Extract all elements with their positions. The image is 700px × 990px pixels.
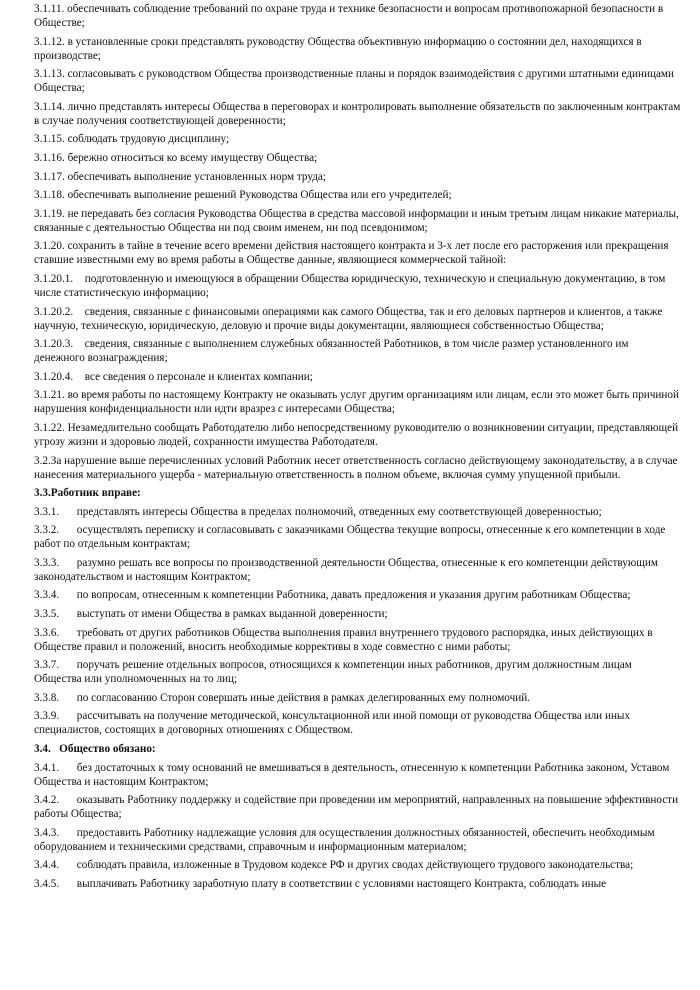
clause-3-1-20-3: 3.1.20.3. сведения, связанные с выполнением служебных обязанностей Работников, в том числе размер установленного им денежного вознаграждения; xyxy=(34,338,629,365)
clause-3-1-20-2: 3.1.20.2. сведения, связанные с финансовыми операциями как самого Общества, так и его деловых партнеров и клиентов, а также научную, техническую, юридическую, деловую и прочие виды документации, являющиеся собственностью Общества; xyxy=(34,305,663,332)
clause-3-1-12: 3.1.12. в установленные сроки представлять руководству Общества объективную информацию о состоянии дел, находящихся в производстве; xyxy=(34,35,642,62)
clause-3-4-2: 3.4.2. оказывать Работнику поддержку и содействие при проведении им мероприятий, направленных на повышение эффективности работы Общества; xyxy=(34,794,679,821)
clause-3-1-16: 3.1.16. бережно относиться ко всему имуществу Общества; xyxy=(34,151,318,164)
clause-3-4-3: 3.4.3. предоставить Работнику надлежащие условия для осуществления должностных обязанностей, обеспечить необходимым оборудованием и техническими средствами, справочным и информационным материалом; xyxy=(34,826,655,853)
clause-3-1-19: 3.1.19. не передавать без согласия Руководства Общества в средства массовой информации и иным третьим лицам никакие материалы, связанные с деятельностью Общества ни под своим именем, ни под псевдонимом; xyxy=(34,207,679,234)
clause-3-3-2: 3.3.2. осуществлять переписку и согласовывать с заказчиками Общества текущие вопросы, отнесенные к его компетенции в ходе работ по отдельным контрактам; xyxy=(34,524,666,551)
clause-3-4-4: 3.4.4. соблюдать правила, изложенные в Трудовом кодексе РФ и других сводах действующего трудового законодательства; xyxy=(34,859,634,872)
section-heading-3-4: 3.4. Общество обязано: xyxy=(34,743,156,756)
clause-3-3-8: 3.3.8. по согласованию Сторон совершать иные действия в рамках делегированных ему полномочий. xyxy=(34,691,530,704)
clause-3-1-15: 3.1.15. соблюдать трудовую дисциплину; xyxy=(34,133,230,146)
clause-3-1-21: 3.1.21. во время работы по настоящему Контракту не оказывать услуг другим организациям или лицам, если это может быть причиной нарушения конфиденциальности или идти вразрез с интересами Общества; xyxy=(34,389,679,416)
clause-3-3-6: 3.3.6. требовать от других работников Общества выполнения правил внутреннего трудового распорядка, иных действующих в Обществе правил и положений, вносить необходимые коррективы в ходе совместно с ними работы; xyxy=(34,626,653,653)
clause-3-1-14: 3.1.14. лично представлять интересы Общества в переговорах и контролировать выполнение обязательств по заключенным контрактам в случае получения соответствующей доверенности; xyxy=(34,100,681,127)
section-heading-3-3: 3.3.Работник вправе: xyxy=(34,487,141,500)
clause-3-3-3: 3.3.3. разумно решать все вопросы по производственной деятельности Общества, отнесенные к его компетенции действующим законодательством и настоящим Контрактом; xyxy=(34,556,658,583)
clause-3-1-18: 3.1.18. обеспечивать выполнение решений Руководства Общества или его учредителей; xyxy=(34,189,452,202)
clause-3-3-1: 3.3.1. представлять интересы Общества в пределах полномочий, отведенных ему соответствующей доверенностью; xyxy=(34,505,602,518)
clause-3-1-13: 3.1.13. согласовывать с руководством Общества производственные планы и порядок взаимодействия с другими штатными единицами Общества; xyxy=(34,68,674,95)
clause-3-4-5: 3.4.5. выплачивать Работнику заработную плату в соответствии с условиями настоящего Контракта, соблюдать иные xyxy=(34,878,607,890)
clause-3-1-17: 3.1.17. обеспечивать выполнение установленных норм труда; xyxy=(34,170,327,183)
clause-3-1-20: 3.1.20. сохранить в тайне в течение всего времени действия настоящего контракта и 3-х лет после его расторжения или прекращения ставшие известными ему во время работы в Обществе данные, являющиеся коммерческой тайной: xyxy=(34,240,669,267)
clause-3-3-5: 3.3.5. выступать от имени Общества в рамках выданной доверенности; xyxy=(34,608,388,621)
clause-3-1-20-1: 3.1.20.1. подготовленную и имеющуюся в обращении Общества юридическую, техническую и специальную документацию, в том числе статистическую информацию; xyxy=(34,272,666,299)
clause-3-3-4: 3.3.4. по вопросам, отнесенным к компетенции Работника, давать предложения и указания другим работникам Общества; xyxy=(34,589,631,602)
clause-3-1-11: 3.1.11. обеспечивать соблюдение требований по охране труда и технике безопасности и вопросам противопожарной безопасности в Обществе; xyxy=(34,3,664,29)
clause-3-1-20-4: 3.1.20.4. все сведения о персонале и клиентах компании; xyxy=(34,370,313,383)
clause-3-4-1: 3.4.1. без достаточных к тому оснований не вмешиваться в деятельность, отнесенную к компетенции Работника законом, Уставом Общества и настоящим Контрактом; xyxy=(34,761,670,788)
clause-3-3-9: 3.3.9. рассчитывать на получение методической, консультационной или иной помощи от руководства Общества или иных специалистов, состоящих в договорных отношениях с Обществом. xyxy=(34,710,631,737)
clause-3-1-22: 3.1.22. Незамедлительно сообщать Работодателю либо непосредственному руководителю о возникновении ситуации, представляющей угрозу жизни и здоровью людей, сохранности имущества Работодателя. xyxy=(34,421,679,448)
clause-3-2: 3.2.За нарушение выше перечисленных условий Работник несет ответственность согласно действующему законодательству, а в случае нанесения материального ущерба - материальную ответственность в полном объеме, включая сумму упущенной прибыли. xyxy=(34,454,678,481)
clause-3-3-7: 3.3.7. поручать решение отдельных вопросов, относящихся к компетенции иных работников, другим должностным лицам Общества или уполномоченных на то лиц; xyxy=(34,659,632,686)
